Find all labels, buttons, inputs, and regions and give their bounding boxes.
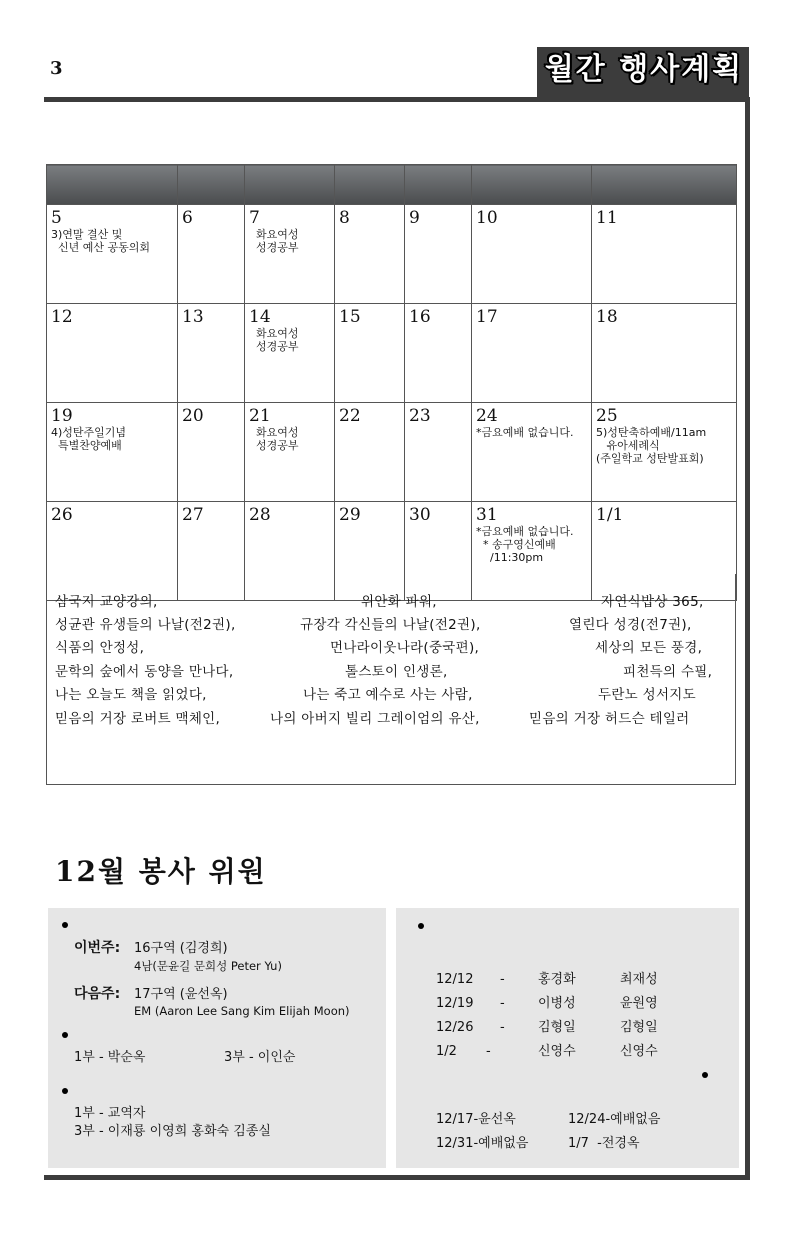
- schedule-date: 12/19: [436, 996, 474, 1011]
- rotation-entry: 12/31-예배없음: [436, 1136, 529, 1151]
- this-week-value: 16구역 (김경희): [134, 941, 228, 956]
- day-number: 17: [476, 307, 498, 327]
- calendar-cell: [472, 205, 592, 304]
- weekday-header-cell: [178, 165, 245, 205]
- book-line: [55, 615, 725, 635]
- weekday-header-cell: [245, 165, 335, 205]
- calendar-week-row: [47, 205, 737, 304]
- schedule-separator: -: [500, 996, 505, 1011]
- event-note: 화요여성 성경공부: [255, 426, 299, 452]
- book-title: 피천득의 수필,: [623, 664, 713, 680]
- book-title: 믿음의 거장 허드슨 테일러: [529, 711, 690, 727]
- next-week-sub: EM (Aaron Lee Sang Kim Elijah Moon): [134, 1004, 350, 1018]
- event-note: 화요여성 성경공부: [255, 228, 299, 254]
- event-note: 4)성탄주일기념 특별찬양예배: [51, 426, 127, 452]
- bullet-icon: [62, 1032, 68, 1038]
- schedule-name: 최재성: [620, 972, 658, 987]
- day-number: 21: [249, 406, 271, 426]
- rotation-entry: 1/7 -전경옥: [568, 1136, 640, 1151]
- schedule-separator: -: [500, 1020, 505, 1035]
- service-3-volunteer: 3부 - 이재룡 이영희 홍화숙 김종실: [74, 1124, 271, 1139]
- day-number: 28: [249, 505, 271, 525]
- book-title: 성균관 유생들의 나날(전2권),: [55, 617, 236, 633]
- book-title: 규장각 각신들의 나날(전2권),: [300, 617, 481, 633]
- calendar-cell: [335, 403, 405, 502]
- event-note: *금요예배 없습니다. * 송구영신예배 /11:30pm: [476, 525, 574, 564]
- bullet-icon: [62, 922, 68, 928]
- calendar-cell: [245, 205, 335, 304]
- schedule-name: 신영수: [538, 1044, 576, 1059]
- calendar-cell: [335, 205, 405, 304]
- this-week-label: 이번주:: [74, 940, 121, 956]
- day-number: 5: [51, 208, 62, 228]
- book-line: [55, 638, 725, 658]
- calendar-cell: [47, 205, 178, 304]
- service-1-volunteer: 1부 - 교역자: [74, 1106, 146, 1121]
- volunteers-right-panel: [396, 908, 739, 1168]
- calendar-cell: [245, 403, 335, 502]
- day-number: 12: [51, 307, 73, 327]
- schedule-name: 윤원영: [620, 996, 658, 1011]
- calendar-cell: [592, 205, 737, 304]
- book-title: 두란노 성서지도: [598, 687, 696, 703]
- calendar-cell: [178, 205, 245, 304]
- day-number: 31: [476, 505, 498, 525]
- schedule-separator: -: [486, 1044, 491, 1059]
- day-number: 9: [409, 208, 420, 228]
- calendar-cell: [47, 403, 178, 502]
- day-number: 1/1: [596, 505, 624, 525]
- calendar-cell: [592, 403, 737, 502]
- schedule-date: 1/2: [436, 1044, 457, 1059]
- day-number: 24: [476, 406, 498, 426]
- book-line: [55, 709, 725, 729]
- calendar-cell: [178, 304, 245, 403]
- rotation-entry: 12/24-예배없음: [568, 1112, 661, 1127]
- book-title: 나의 아버지 빌리 그레이엄의 유산,: [270, 711, 480, 727]
- event-note: 3)연말 결산 및 신년 예산 공동의회: [51, 228, 150, 254]
- calendar-cell: [472, 403, 592, 502]
- day-number: 19: [51, 406, 73, 426]
- day-number: 23: [409, 406, 431, 426]
- calendar-cell: [178, 403, 245, 502]
- book-line: [55, 662, 725, 682]
- day-number: 27: [182, 505, 204, 525]
- service-3-volunteer: 3부 - 이인순: [224, 1050, 296, 1065]
- schedule-name: 이병성: [538, 996, 576, 1011]
- book-title: 세상의 모든 풍경,: [595, 640, 703, 656]
- event-note: 화요여성 성경공부: [255, 327, 299, 353]
- service-1-volunteer: 1부 - 박순옥: [74, 1050, 146, 1065]
- book-title: 나는 죽고 예수로 사는 사람,: [303, 687, 473, 703]
- calendar-week-row: [47, 403, 737, 502]
- weekday-header-cell: [47, 165, 178, 205]
- day-number: 15: [339, 307, 361, 327]
- next-week-label: 다음주:: [74, 986, 121, 1002]
- weekday-header-cell: [592, 165, 737, 205]
- day-number: 14: [249, 307, 271, 327]
- rotation-entry: 12/17-윤선옥: [436, 1112, 516, 1127]
- calendar-cell: [405, 304, 472, 403]
- bottom-rule: [44, 1175, 750, 1180]
- top-rule: [44, 97, 750, 102]
- book-title: 삼국지 교양강의,: [55, 594, 158, 610]
- right-rule: [745, 97, 750, 1180]
- book-title: 위안화 파워,: [361, 594, 437, 610]
- calendar-week-row: [47, 304, 737, 403]
- schedule-name: 김형일: [538, 1020, 576, 1035]
- volunteers-title: 12월 봉사 위원: [55, 855, 267, 888]
- book-title: 열린다 성경(전7권),: [569, 617, 692, 633]
- bullet-icon: [702, 1072, 708, 1078]
- day-number: 25: [596, 406, 618, 426]
- schedule-name: 홍경화: [538, 972, 576, 987]
- book-title: 문학의 숲에서 동양을 만나다,: [55, 664, 234, 680]
- weekday-header-cell: [335, 165, 405, 205]
- day-number: 8: [339, 208, 350, 228]
- book-line: [55, 685, 725, 705]
- calendar-cell: [245, 304, 335, 403]
- day-number: 16: [409, 307, 431, 327]
- day-number: 18: [596, 307, 618, 327]
- calendar-cell: [405, 403, 472, 502]
- book-title: 톨스토이 인생론,: [345, 664, 448, 680]
- monthly-calendar: [46, 164, 737, 601]
- weekday-header-cell: [472, 165, 592, 205]
- book-title: 나는 오늘도 책을 읽었다,: [55, 687, 207, 703]
- next-week-value: 17구역 (윤선옥): [134, 987, 228, 1002]
- this-week-sub: 4남(문윤길 문희성 Peter Yu): [134, 959, 282, 973]
- calendar-cell: [47, 304, 178, 403]
- schedule-name: 신영수: [620, 1044, 658, 1059]
- calendar-cell: [335, 304, 405, 403]
- day-number: 30: [409, 505, 431, 525]
- book-title: 식품의 안정성,: [55, 640, 145, 656]
- bullet-icon: [62, 1088, 68, 1094]
- schedule-separator: -: [500, 972, 505, 987]
- event-note: *금요예배 없습니다.: [476, 426, 574, 439]
- weekday-header-cell: [405, 165, 472, 205]
- book-title: 자연식밥상 365,: [601, 594, 704, 610]
- page-number: 3: [50, 58, 63, 79]
- page-title: 월간 행사계획: [544, 52, 744, 87]
- weekday-header-row: [47, 165, 737, 205]
- day-number: 7: [249, 208, 260, 228]
- day-number: 22: [339, 406, 361, 426]
- calendar-cell: [472, 304, 592, 403]
- event-note: 5)성탄축하예배/11am 유아세례식 (주일학교 성탄발표회): [596, 426, 707, 465]
- day-number: 6: [182, 208, 193, 228]
- calendar-cell: [592, 304, 737, 403]
- book-title: 믿음의 거장 로버트 맥체인,: [55, 711, 221, 727]
- day-number: 20: [182, 406, 204, 426]
- schedule-date: 12/12: [436, 972, 474, 987]
- bullet-icon: [418, 923, 424, 929]
- day-number: 13: [182, 307, 204, 327]
- schedule-date: 12/26: [436, 1020, 474, 1035]
- schedule-name: 김형일: [620, 1020, 658, 1035]
- calendar-cell: [405, 205, 472, 304]
- day-number: 10: [476, 208, 498, 228]
- day-number: 26: [51, 505, 73, 525]
- book-list-box: [46, 574, 736, 785]
- book-line: [55, 592, 725, 612]
- day-number: 29: [339, 505, 361, 525]
- book-title: 먼나라이웃나라(중국편),: [330, 640, 480, 656]
- volunteers-left-panel: [48, 908, 386, 1168]
- day-number: 11: [596, 208, 618, 228]
